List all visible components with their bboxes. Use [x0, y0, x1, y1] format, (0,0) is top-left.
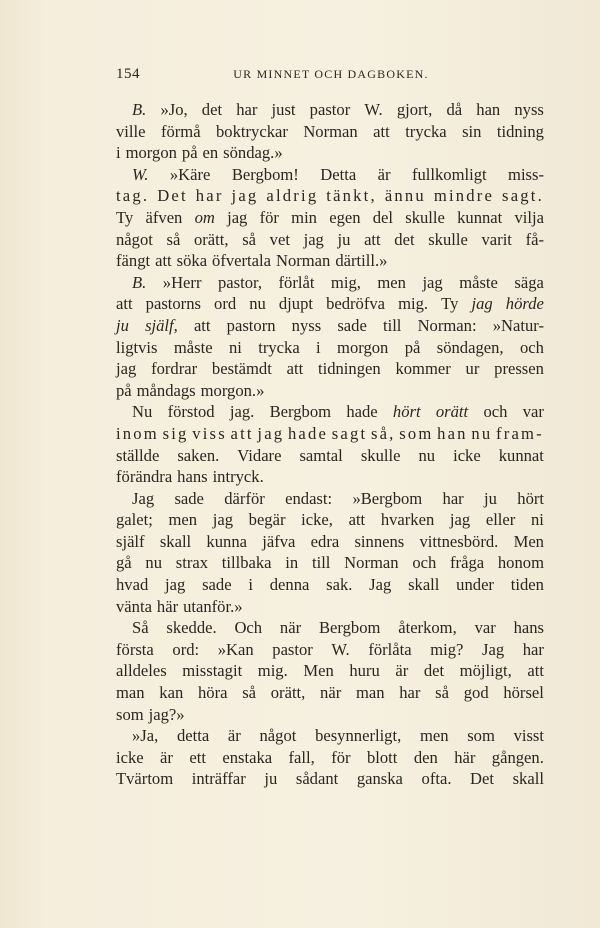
word: Bergbom	[269, 402, 332, 422]
word: vilja	[514, 207, 544, 227]
text-line	[116, 488, 544, 510]
word: B.	[132, 272, 147, 292]
word: Bergbom	[318, 618, 381, 638]
word: orätt,	[193, 229, 229, 249]
word: ställde	[116, 445, 160, 465]
word: som	[116, 704, 144, 724]
word: så	[242, 229, 257, 249]
word: Norman	[344, 553, 399, 573]
word: mig,	[330, 272, 361, 292]
word: jag.	[229, 402, 255, 422]
text-line	[116, 293, 544, 315]
word: själf,	[145, 315, 178, 335]
word: vet	[269, 229, 290, 249]
word: Det	[470, 769, 495, 789]
word: sinnens	[354, 531, 405, 551]
word: besynnerligt,	[315, 726, 402, 746]
word: att	[286, 359, 304, 379]
word: samtal	[299, 445, 343, 465]
word: att	[193, 315, 211, 335]
word: på	[181, 143, 198, 163]
word: därtill.»	[335, 251, 388, 271]
word: så,	[370, 423, 396, 443]
word: när	[320, 683, 342, 703]
word: skulle	[405, 207, 445, 227]
word: hans	[177, 467, 208, 487]
word: äfven	[145, 207, 183, 227]
word: ord:	[172, 639, 200, 659]
word: inträffar	[191, 769, 246, 789]
text-line	[116, 552, 544, 574]
word: som	[467, 726, 495, 746]
word: i	[248, 575, 253, 595]
word: har	[399, 683, 421, 703]
text-line	[116, 121, 544, 143]
word: den	[413, 747, 438, 767]
word: vänta	[116, 596, 152, 616]
word: något	[259, 726, 297, 746]
word: kunna	[206, 531, 247, 551]
word: mig?	[430, 639, 464, 659]
word: Och	[234, 618, 263, 638]
text-line	[116, 768, 544, 790]
word: ofta.	[421, 769, 452, 789]
word: nyss	[291, 315, 322, 335]
word: Jag	[482, 639, 505, 659]
word: men	[419, 726, 449, 746]
word: det	[423, 661, 445, 681]
word: har	[195, 186, 224, 206]
text-line	[116, 596, 544, 618]
word: W.	[132, 164, 149, 184]
word: huru	[349, 661, 380, 681]
word: har	[522, 639, 544, 659]
word: ni	[228, 337, 242, 357]
running-head: UR MINNET OCH DAGBOKEN.	[233, 67, 429, 81]
word: som	[399, 423, 434, 443]
word: skall	[408, 575, 440, 595]
word: förmå	[160, 121, 201, 141]
word: jag	[227, 207, 248, 227]
word: misstagit	[182, 661, 243, 681]
word: intryck.	[212, 467, 264, 487]
word: pastorn	[226, 315, 276, 335]
text-line	[116, 358, 544, 380]
word: jag	[231, 186, 259, 206]
word: tiden	[510, 575, 544, 595]
word: orätt,	[270, 683, 306, 703]
word: i	[116, 143, 121, 163]
word: »Herr	[162, 272, 202, 292]
word: kommer	[395, 359, 451, 379]
word: att	[348, 510, 366, 530]
word: jag	[212, 510, 233, 530]
page-number: 154	[116, 66, 140, 82]
text-line	[116, 509, 544, 531]
word: fall,	[288, 747, 315, 767]
word: icke	[453, 445, 481, 465]
word: Detta	[320, 164, 357, 184]
word: tag.	[116, 186, 150, 206]
word: måndags	[136, 380, 196, 400]
word: så	[166, 229, 181, 249]
word: trycka	[405, 121, 447, 141]
word: honom	[497, 553, 544, 573]
word: hvarken	[380, 510, 435, 530]
word: ur	[465, 359, 480, 379]
word: att	[155, 251, 172, 271]
word: ju	[116, 315, 129, 335]
word: jag?»	[148, 704, 185, 724]
text-line	[116, 747, 544, 769]
word: måste	[173, 337, 213, 357]
word: sade	[202, 575, 232, 595]
word: är	[395, 661, 409, 681]
word: endast:	[285, 488, 333, 508]
word: ord	[214, 294, 237, 314]
word: ju	[484, 488, 497, 508]
word: utanför.»	[183, 596, 243, 616]
word: fullkomligt	[411, 164, 487, 184]
word: första	[116, 639, 154, 659]
word: om	[194, 207, 215, 227]
word: höra	[197, 683, 228, 703]
word: strax	[175, 553, 209, 573]
word: god	[463, 683, 489, 703]
word: mig.	[257, 661, 288, 681]
word: sin	[462, 121, 482, 141]
word: Ty	[116, 207, 134, 227]
word: pastorns	[145, 294, 201, 314]
word: men	[377, 272, 406, 292]
word: »Natur-	[492, 315, 544, 335]
word: jäfva	[262, 531, 296, 551]
word: hvad	[116, 575, 149, 595]
word: nu	[471, 423, 493, 443]
word: bedröfva	[326, 294, 386, 314]
word: skall	[512, 769, 544, 789]
word: nyss	[514, 100, 544, 119]
word: djupt	[278, 294, 313, 314]
word: man	[116, 683, 145, 703]
word: in	[285, 553, 299, 573]
word: förlåta	[368, 639, 412, 659]
word: Vidare	[237, 445, 282, 465]
word: på	[116, 380, 132, 400]
word: hört	[392, 402, 421, 422]
word: öfvertala	[212, 251, 271, 271]
word: galet;	[116, 510, 153, 530]
word: trycka	[258, 337, 300, 357]
text-line	[116, 250, 544, 272]
word: »Jo,	[160, 100, 188, 119]
word: pressen	[494, 359, 544, 379]
text-line	[116, 142, 544, 164]
word: här	[156, 596, 179, 616]
word: därför	[224, 488, 265, 508]
word: då	[446, 100, 463, 119]
word: måste	[459, 272, 498, 292]
word: »Kan	[217, 639, 254, 659]
word: och	[519, 337, 544, 357]
word: det	[201, 100, 223, 119]
word: hans	[513, 618, 544, 638]
word: pastor	[309, 100, 351, 119]
word: morgon	[125, 143, 177, 163]
word: inom	[116, 423, 159, 443]
word: att	[116, 294, 133, 314]
word: gå	[116, 553, 132, 573]
word: alldeles	[116, 661, 167, 681]
word: Jag	[132, 488, 155, 508]
text-line	[116, 639, 544, 661]
word: fråga	[450, 553, 485, 573]
word: varit	[481, 229, 512, 249]
word: »Bergbom	[352, 488, 423, 508]
word: fram-	[496, 423, 544, 443]
word: denna	[269, 575, 310, 595]
word: men	[168, 510, 198, 530]
word: gången.	[491, 747, 544, 767]
word: för	[331, 747, 351, 767]
text-line	[116, 531, 544, 553]
word: tänkt,	[326, 186, 377, 206]
word: möjligt,	[459, 661, 512, 681]
word: förlåt	[278, 272, 315, 292]
word: söndag.»	[223, 143, 283, 163]
word: är	[377, 164, 391, 184]
text-line	[116, 466, 544, 488]
word: för	[259, 207, 279, 227]
body-text	[116, 99, 544, 790]
word: mig.	[398, 294, 429, 314]
word: och	[412, 553, 437, 573]
word: ju	[337, 229, 351, 249]
word: kan	[159, 683, 184, 703]
word: Så	[132, 618, 149, 638]
word: visst	[513, 726, 544, 746]
word: ganska	[356, 769, 403, 789]
word: morgon.»	[200, 380, 265, 400]
word: icke,	[301, 510, 333, 530]
word: viss	[192, 423, 227, 443]
word: återkom,	[398, 618, 457, 638]
text-line	[116, 423, 544, 445]
word: kunnat	[498, 445, 544, 465]
word: så	[242, 683, 257, 703]
word: var	[474, 618, 496, 638]
word: förstod	[167, 402, 215, 422]
word: ett	[189, 747, 206, 767]
word: hade	[287, 423, 329, 443]
word: att	[230, 423, 254, 443]
word: sade	[337, 315, 367, 335]
word: få-	[525, 229, 544, 249]
word: och	[483, 402, 508, 422]
word: sade	[174, 488, 204, 508]
word: W.	[331, 639, 350, 659]
word: sig	[162, 423, 189, 443]
word: boktryckar	[216, 121, 288, 141]
word: miss-	[508, 164, 544, 184]
word: till	[311, 553, 331, 573]
word: har	[442, 488, 464, 508]
word: att	[373, 121, 390, 141]
word: till	[382, 315, 402, 335]
word: jag	[471, 294, 493, 314]
word: enstaka	[222, 747, 273, 767]
text-line	[116, 272, 544, 294]
word: hörsel	[503, 683, 544, 703]
word: när	[279, 618, 302, 638]
word: sådant	[295, 769, 339, 789]
word: W.	[364, 100, 383, 119]
word: att	[527, 661, 544, 681]
text-line	[116, 617, 544, 639]
word: bestämdt	[211, 359, 272, 379]
text-line	[116, 315, 544, 337]
text-line	[116, 682, 544, 704]
word: kunnat	[457, 207, 503, 227]
word: begär	[248, 510, 286, 530]
word: »Ja,	[132, 726, 159, 746]
word: en	[202, 143, 219, 163]
word: man	[355, 683, 385, 703]
word: pastor	[272, 639, 313, 659]
word: icke	[116, 747, 144, 767]
word: Bergbom!	[231, 164, 299, 184]
word: orätt	[435, 402, 469, 422]
word: egen	[329, 207, 361, 227]
word: ni	[530, 510, 544, 530]
word: ju	[264, 769, 278, 789]
word: söka	[176, 251, 208, 271]
word: han	[476, 100, 501, 119]
word: tillbaka	[221, 553, 272, 573]
word: under	[456, 575, 494, 595]
word: jag	[422, 272, 443, 292]
word: ligtvis	[116, 337, 158, 357]
word: på	[404, 337, 421, 357]
word: skulle	[360, 445, 401, 465]
word: Jag	[369, 575, 392, 595]
word: nu	[145, 553, 163, 573]
word: mindre	[433, 186, 495, 206]
text-line	[116, 337, 544, 359]
text-line	[116, 704, 544, 726]
word: jag	[165, 575, 186, 595]
word: blott	[366, 747, 398, 767]
word: förändra	[116, 467, 173, 487]
word: själf	[116, 531, 145, 551]
word: pastor,	[217, 272, 263, 292]
text-line	[116, 229, 544, 251]
word: fordrar	[151, 359, 198, 379]
word: vittnesbörd.	[419, 531, 499, 551]
text-line	[116, 725, 544, 747]
word: har	[236, 100, 258, 119]
word: Men	[303, 661, 334, 681]
text-line	[116, 574, 544, 596]
text-line	[116, 99, 544, 121]
word: ännu	[384, 186, 426, 206]
word: jag	[303, 229, 324, 249]
word: han	[437, 423, 468, 443]
word: Tvärtom	[116, 769, 174, 789]
word: att	[364, 229, 381, 249]
word: tidning	[496, 121, 544, 141]
word: sagt.	[502, 186, 544, 206]
word: detta	[176, 726, 210, 746]
word: här	[454, 747, 476, 767]
word: eller	[485, 510, 516, 530]
word: edra	[310, 531, 340, 551]
word: så	[435, 683, 449, 703]
word: söndagen,	[436, 337, 504, 357]
word: morgon	[337, 337, 389, 357]
text-line	[116, 445, 544, 467]
word: säga	[514, 272, 544, 292]
word: just	[271, 100, 296, 119]
word: är	[227, 726, 241, 746]
word: det	[394, 229, 415, 249]
word: hört	[517, 488, 544, 508]
word: något	[116, 229, 153, 249]
word: »Käre	[169, 164, 211, 184]
word: jag	[449, 510, 471, 530]
word: sagt	[331, 423, 368, 443]
word: nu	[249, 294, 266, 314]
word: skulle	[428, 229, 468, 249]
word: min	[291, 207, 317, 227]
word: skall	[159, 531, 192, 551]
word: Nu	[132, 402, 153, 422]
word: saken.	[177, 445, 220, 465]
word: skedde.	[166, 618, 217, 638]
word: fängt	[116, 251, 151, 271]
word: Men	[513, 531, 544, 551]
word: hörde	[505, 294, 544, 314]
word: nu	[418, 445, 436, 465]
word: del	[372, 207, 394, 227]
word: jag	[257, 423, 285, 443]
word: Norman:	[417, 315, 477, 335]
word: är	[160, 747, 173, 767]
text-line	[116, 164, 544, 186]
word: Det	[157, 186, 188, 206]
text-line	[116, 207, 544, 229]
word: B.	[132, 100, 147, 119]
text-line	[116, 660, 544, 682]
word: Norman	[303, 121, 358, 141]
word: aldrig	[266, 186, 319, 206]
text-line	[116, 185, 544, 207]
word: Norman	[275, 251, 331, 271]
word: gjort,	[396, 100, 433, 119]
word: hade	[346, 402, 378, 422]
text-line	[116, 380, 544, 402]
word: ville	[116, 121, 146, 141]
word: sak.	[326, 575, 353, 595]
word: var	[522, 402, 544, 422]
word: tidningen	[317, 359, 381, 379]
word: jag	[116, 359, 137, 379]
word: Ty	[441, 294, 459, 314]
text-line	[116, 401, 544, 423]
word: i	[316, 337, 321, 357]
